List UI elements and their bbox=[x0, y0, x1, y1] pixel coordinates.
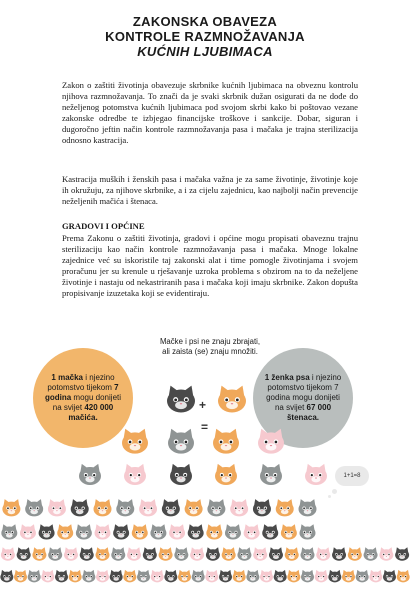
cat-face-icon bbox=[95, 524, 111, 539]
cat-face-icon bbox=[383, 570, 396, 582]
cat-face-icon bbox=[28, 570, 41, 582]
cat-face-icon bbox=[285, 547, 299, 560]
cat-face-icon bbox=[162, 499, 180, 516]
cat-face-icon bbox=[185, 499, 203, 516]
cat-face-icon bbox=[328, 570, 341, 582]
cat-face-icon bbox=[281, 524, 297, 539]
cat-face-icon bbox=[167, 386, 195, 413]
cat-stat-bold-3: 420 000 mačića. bbox=[68, 403, 114, 422]
cat-face-icon bbox=[151, 570, 164, 582]
cat-face-icon bbox=[260, 570, 273, 582]
cat-face-icon bbox=[192, 570, 205, 582]
cat-face-icon bbox=[207, 499, 225, 516]
cat-face-icon bbox=[276, 499, 294, 516]
cat-face-icon bbox=[170, 464, 192, 485]
cat-face-icon bbox=[1, 547, 15, 560]
cat-face-icon bbox=[237, 547, 251, 560]
cat-face-icon bbox=[113, 524, 129, 539]
cat-face-icon bbox=[48, 499, 66, 516]
dog-stat-bold-1: 1 ženka psa bbox=[264, 373, 310, 382]
cat-face-icon bbox=[258, 429, 284, 454]
cat-face-icon bbox=[253, 547, 267, 560]
cat-face-icon bbox=[168, 429, 194, 454]
cat-face-icon bbox=[132, 524, 148, 539]
cat-face-icon bbox=[233, 570, 246, 582]
cat-face-icon bbox=[342, 570, 355, 582]
cat-face-icon bbox=[316, 547, 330, 560]
cat-face-icon bbox=[64, 547, 78, 560]
cat-stat-bold-1: 1 mačka bbox=[51, 373, 83, 382]
cat-face-icon bbox=[174, 547, 188, 560]
cat-face-icon bbox=[94, 499, 112, 516]
cat-face-icon bbox=[111, 547, 125, 560]
cat-face-icon bbox=[332, 547, 346, 560]
cat-face-icon bbox=[206, 524, 222, 539]
cat-face-icon bbox=[169, 524, 185, 539]
cat-face-icon bbox=[2, 499, 20, 516]
cat-face-icon bbox=[39, 524, 55, 539]
title-line-3: KUĆNIH LJUBIMACA bbox=[137, 44, 273, 59]
cat-face-icon bbox=[397, 570, 410, 582]
castration-paragraph: Kastracija muških i ženskih pasa i mačaka važna je za same životinje, životinje koje ih okružuju, za njihove skrbnike, a i za cijelu zajednicu, kao najbolji način prevencije neželjenih mačića i štenaca. bbox=[62, 174, 358, 206]
cat-face-icon bbox=[14, 570, 27, 582]
cat-face-icon bbox=[20, 524, 36, 539]
title-line-2: KONTROLE RAZMNOŽAVANJA bbox=[105, 29, 305, 44]
cat-face-icon bbox=[57, 524, 73, 539]
cat-face-icon bbox=[305, 464, 327, 485]
cat-face-icon bbox=[1, 524, 17, 539]
cat-face-icon bbox=[244, 524, 260, 539]
cat-face-icon bbox=[206, 547, 220, 560]
cat-face-icon bbox=[96, 547, 110, 560]
cat-face-icon bbox=[32, 547, 46, 560]
cat-face-icon bbox=[213, 429, 239, 454]
cat-face-icon bbox=[230, 499, 248, 516]
cat-face-icon bbox=[379, 547, 393, 560]
cities-paragraph: Prema Zakonu o zaštiti životinja, gradovi i općine mogu propisati obaveznu trajnu sterilizaciju kao način kontrole razmnožavanja pasa i mačaka. Mnoge lokalne zajednice već su iskoristile taj zakonski alat i time pomogle životinjama i svojem proračunu jer su krenule u rješavanje uzroka problema s obzirom na to da neželjene životinje i nastaju od nekastriranih pasa i mačaka koji imaju skrbnike. Zakon dopušta propisivanje izuzetaka koji se evidentiraju. bbox=[62, 233, 358, 298]
cat-face-icon bbox=[225, 524, 241, 539]
cat-face-icon bbox=[123, 570, 136, 582]
cat-face-icon bbox=[127, 547, 141, 560]
cat-face-icon bbox=[48, 547, 62, 560]
cat-face-icon bbox=[69, 570, 82, 582]
cat-face-icon bbox=[299, 499, 317, 516]
cat-face-icon bbox=[253, 499, 271, 516]
cat-face-icon bbox=[348, 547, 362, 560]
cat-face-icon bbox=[356, 570, 369, 582]
cat-face-icon bbox=[262, 524, 278, 539]
cat-face-icon bbox=[395, 547, 409, 560]
plus-sign: + bbox=[199, 398, 207, 412]
title-line-1: ZAKONSKA OBAVEZA bbox=[132, 14, 278, 29]
cat-face-icon bbox=[17, 547, 31, 560]
cat-face-icon bbox=[215, 464, 237, 485]
cat-face-icon bbox=[218, 386, 246, 413]
cat-face-icon bbox=[0, 570, 13, 582]
dog-stat-bold-2: 67 000 štenaca. bbox=[286, 403, 332, 422]
equals-sign: = bbox=[201, 420, 209, 434]
cat-face-icon bbox=[159, 547, 173, 560]
cat-face-icon bbox=[150, 524, 166, 539]
cat-face-icon bbox=[116, 499, 134, 516]
multiplication-caption: Mačke i psi ne znaju zbrajati, ali zaista (se) znaju množiti. bbox=[159, 337, 261, 356]
cat-face-icon bbox=[274, 570, 287, 582]
thought-bubble-icon bbox=[335, 466, 369, 486]
section-heading: GRADOVI I OPĆINE bbox=[62, 221, 145, 231]
cat-stat-text-2: mogu donijeti na svijet bbox=[52, 393, 122, 412]
cat-face-icon bbox=[122, 429, 148, 454]
cat-face-icon bbox=[164, 570, 177, 582]
cat-face-icon bbox=[96, 570, 109, 582]
cat-face-icon bbox=[364, 547, 378, 560]
thought-dot-icon bbox=[332, 489, 337, 494]
cat-face-icon bbox=[205, 570, 218, 582]
cat-face-icon bbox=[315, 570, 328, 582]
cat-face-icon bbox=[269, 547, 283, 560]
cat-face-icon bbox=[124, 464, 146, 485]
cat-face-icon bbox=[301, 570, 314, 582]
cat-face-icon bbox=[219, 570, 232, 582]
cat-face-icon bbox=[246, 570, 259, 582]
cat-face-icon bbox=[190, 547, 204, 560]
cat-face-icon bbox=[301, 547, 315, 560]
cat-face-icon bbox=[260, 464, 282, 485]
formula-text: 1+1=8 bbox=[343, 473, 361, 479]
cat-face-icon bbox=[25, 499, 43, 516]
cat-face-icon bbox=[300, 524, 316, 539]
cat-face-icon bbox=[222, 547, 236, 560]
cat-face-icon bbox=[139, 499, 157, 516]
cat-stat-text-1: i njezino potomstvo tijekom bbox=[47, 373, 115, 392]
cat-face-icon bbox=[82, 570, 95, 582]
cat-face-icon bbox=[178, 570, 191, 582]
cat-face-icon bbox=[110, 570, 123, 582]
cat-face-icon bbox=[71, 499, 89, 516]
thought-dot-icon bbox=[328, 495, 331, 498]
cat-face-icon bbox=[79, 464, 101, 485]
dog-stat-text-1: i njezino potomstvo tijekom 7 godina mogu donijeti na svijet bbox=[266, 373, 342, 412]
cat-face-icon bbox=[41, 570, 54, 582]
cat-face-icon bbox=[55, 570, 68, 582]
cat-face-icon bbox=[287, 570, 300, 582]
cat-face-icon bbox=[137, 570, 150, 582]
cat-stat-bold-2: 7 godina bbox=[44, 383, 119, 402]
cat-face-icon bbox=[80, 547, 94, 560]
cat-face-icon bbox=[76, 524, 92, 539]
cat-face-icon bbox=[369, 570, 382, 582]
intro-paragraph: Zakon o zaštiti životinja obavezuje skrbnike kućnih ljubimaca na obveznu kontrolu njihova razmnožavanja. To znači da je svaki skrbnik dužan osigurati da ne dođe do neželjenog potomstva kućnih ljubimaca pod svojom skrbi kako bi poštovao vezane zakonske odredbe te izbjegao financijske troškove i sankcije. Dobar, siguran i dugoročno jeftin način kontrole razmnožavanja pasa i mačaka je trajna sterilizacija odnosno kastracija. bbox=[62, 80, 358, 145]
cat-face-icon bbox=[188, 524, 204, 539]
cat-face-icon bbox=[143, 547, 157, 560]
